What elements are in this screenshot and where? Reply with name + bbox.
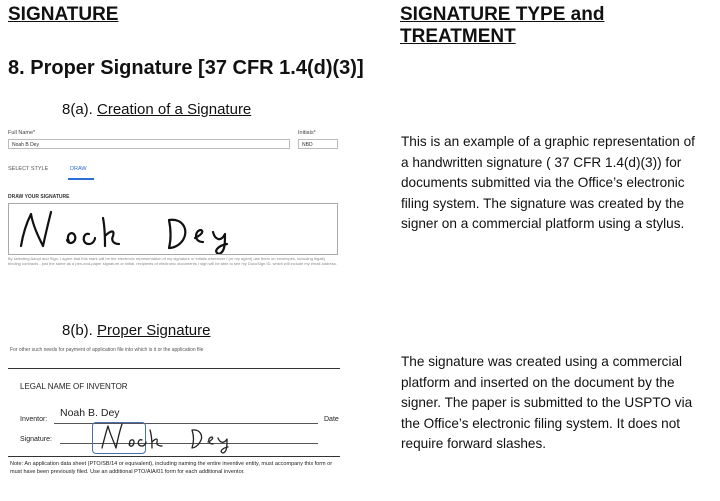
part-a-heading: [62, 101, 251, 118]
signature-creation-form: [8, 128, 338, 268]
part-a-number: 8(a).: [62, 101, 93, 118]
handwritten-signature-a: [9, 204, 337, 254]
part-b-number: 8(b).: [62, 322, 93, 339]
bottom-rule: [8, 456, 340, 457]
tab-draw: DRAW: [70, 166, 87, 172]
full-name-label: Full Name*: [8, 130, 36, 136]
part-b-label: Proper Signature: [97, 322, 211, 339]
signature-draw-area: [8, 203, 338, 255]
tab-select-style: SELECT STYLE: [8, 166, 49, 172]
inventor-label: Inventor:: [20, 416, 48, 423]
inventor-declaration-excerpt: [8, 348, 340, 476]
part-b-heading: [62, 322, 210, 339]
signature-label: Signature:: [20, 436, 52, 443]
draw-signature-label: DRAW YOUR SIGNATURE: [8, 194, 70, 200]
tab-draw-underline: [68, 178, 94, 180]
date-label: Date: [324, 416, 339, 423]
right-column-header: SIGNATURE TYPE and TREATMENT: [400, 4, 605, 47]
cut-off-text: For other such needs for payment of application file into which is it or the application file: [10, 347, 204, 353]
full-name-field: Noah B Dey: [8, 139, 290, 149]
inventor-name: Noah B. Dey: [60, 407, 120, 419]
part-a-description: This is an example of a graphic representation of a handwritten signature ( 37 CFR 1.4(d)(3)) for documents submitted via the Office’s electronic filing system. The signature was created by the signer on a commercial platform using a stylus.: [401, 134, 695, 231]
part-b-description: The signature was created using a commercial platform and inserted on the document by the signer. The paper is submitted to the USPTO via the Office’s electronic filing system. It does not require forward slashes.: [401, 354, 693, 451]
legal-name-heading: LEGAL NAME OF INVENTOR: [20, 382, 128, 391]
top-rule: [8, 368, 340, 369]
application-note: Note: An application data sheet (PTO/SB/14 or equivalent), including naming the entire inventive entity, must accompany this form or must have been previously filed. Use an additional PTO/AIA/01 form for each additional inventor.: [10, 461, 333, 475]
part-a-label: Creation of a Signature: [97, 101, 252, 118]
initials-label: Initials*: [298, 130, 316, 136]
adopt-disclaimer: By selecting Adopt and Sign, I agree that this mark will be the electronic representation of my signature or initials whenever I (or my agent) use them on envelopes, including legally binding contracts - just the same as a pen-and-paper signature or initial. recipients of electronic documents I sign will be able to see my DocuSign ID, which will include my email address.: [8, 256, 337, 266]
initials-field: NBD: [298, 139, 338, 149]
section-title: 8. Proper Signature [37 CFR 1.4(d)(3)]: [8, 57, 364, 79]
handwritten-signature-b: [96, 420, 246, 454]
left-column-header: SIGNATURE: [8, 4, 119, 25]
